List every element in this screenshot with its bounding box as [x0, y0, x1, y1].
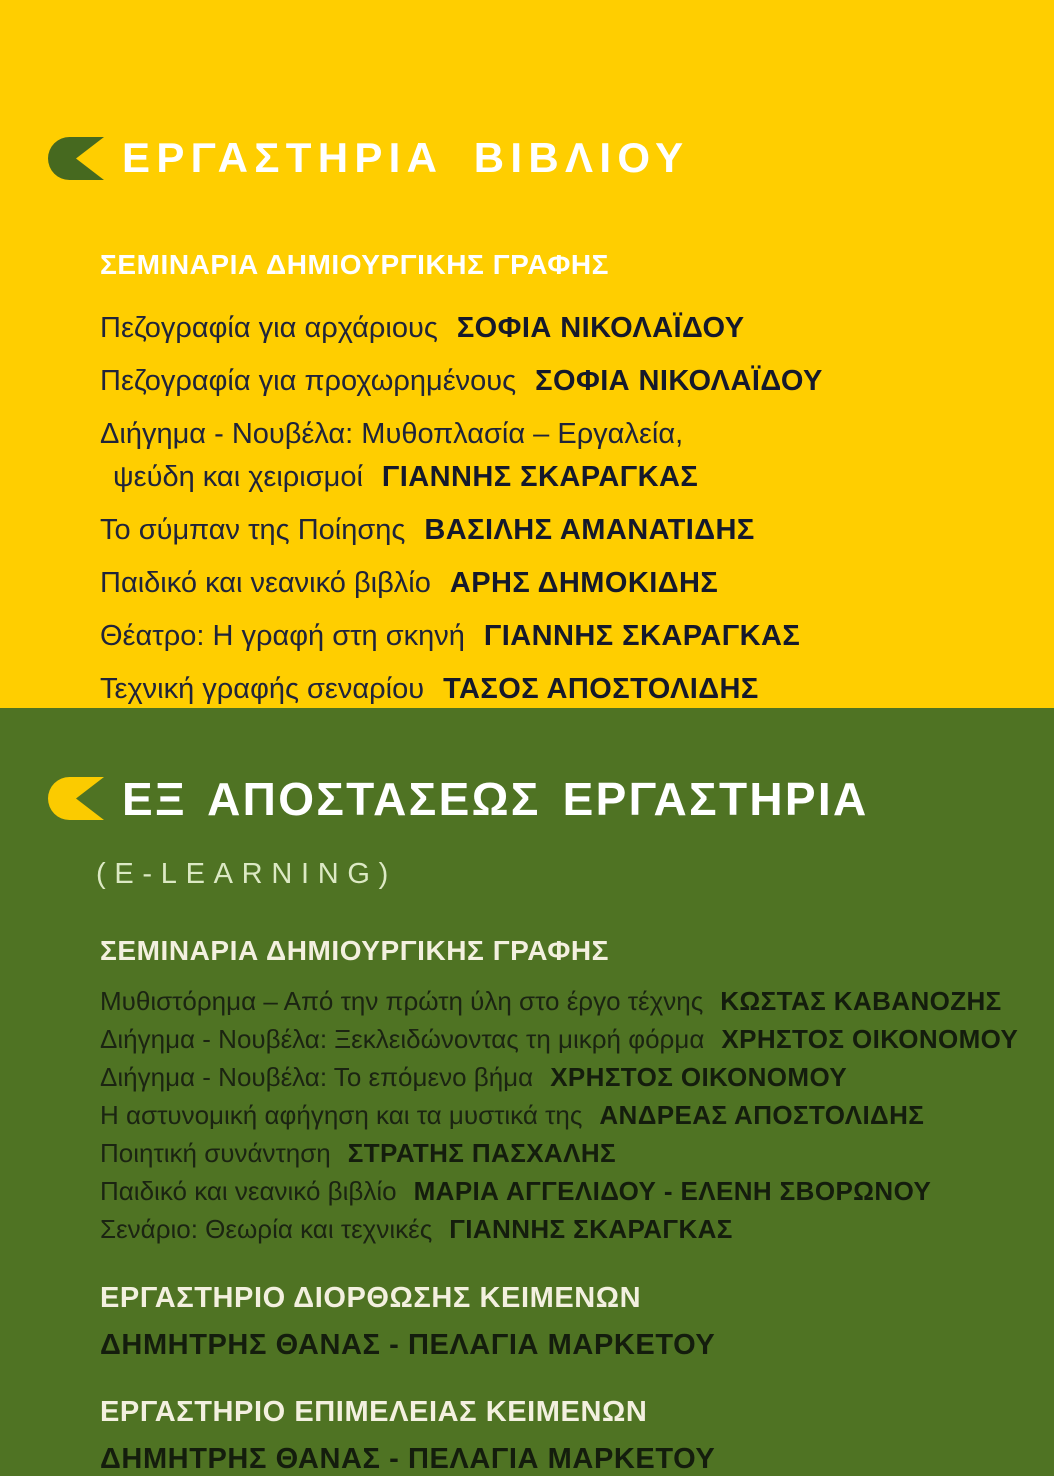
workshop-item	[100, 1210, 1024, 1248]
instructor-name: ΓΙΑΝΝΗΣ ΣΚΑΡΑΓΚΑΣ	[449, 1213, 733, 1244]
workshop-label: Διήγημα - Νουβέλα: Ξεκλειδώνοντας τη μικρή φόρμα	[100, 1023, 705, 1054]
workshop-label: Παιδικό και νεανικό βιβλίο	[100, 1175, 397, 1206]
workshop-item	[100, 982, 1024, 1020]
workshop-item	[100, 366, 1014, 397]
workshop-label: Τεχνική γραφής σεναρίου	[100, 673, 425, 706]
creative-writing-seminars-subheading: ΣΕΜΙΝΑΡΙΑ ΔΗΜΙΟΥΡΓΙΚΗΣ ΓΡΑΦΗΣ	[100, 934, 610, 966]
workshop-item	[100, 1020, 1024, 1058]
workshop-label: Πεζογραφία για προχωρημένους	[100, 365, 517, 398]
workshop-label-line2: ψεύδη και χειρισμοί	[113, 461, 363, 494]
workshop-label: Η αστυνομική αφήγηση και τα μυστικά της	[100, 1099, 583, 1130]
workshop-item	[100, 568, 1014, 599]
workshop-label: Σενάριο: Θεωρία και τεχνικές	[100, 1213, 433, 1244]
proofreading-instructor-names: ΔΗΜΗΤΡΗΣ ΘΑΝΑΣ - ΠΕΛΑΓΙΑ ΜΑΡΚΕΤΟΥ	[100, 1328, 716, 1361]
elearning-title-row	[48, 744, 1024, 854]
elearning-workshops-section	[0, 708, 1054, 1475]
editing-workshop-block	[100, 1396, 1024, 1476]
workshop-label: Ποιητική συνάντηση	[100, 1137, 331, 1168]
instructor-name: ΜΑΡΙΑ ΑΓΓΕΛΙΔΟΥ - ΕΛΕΝΗ ΣΒΟΡΩΝΟΥ	[413, 1175, 932, 1206]
instructor-name: ΤΑΣΟΣ ΑΠΟΣΤΟΛΙΔΗΣ	[443, 673, 759, 706]
workshop-item	[100, 419, 1014, 493]
instructor-name: ΧΡΗΣΤΟΣ ΟΙΚΟΝΟΜΟΥ	[721, 1023, 1019, 1054]
elearning-workshops-list	[100, 982, 1024, 1248]
instructor-name: ΚΩΣΤΑΣ ΚΑΒΑΝΟΖΗΣ	[720, 985, 1002, 1016]
workshop-label: Το σύμπαν της Ποίησης	[100, 514, 406, 547]
book-workshops-section	[0, 0, 1054, 708]
proofreading-workshop-block	[100, 1282, 1024, 1362]
workshop-label: Πεζογραφία για αρχάριους	[100, 312, 438, 345]
workshop-item	[100, 313, 1014, 344]
proofreading-workshop-heading: ΕΡΓΑΣΤΗΡΙΟ ΔΙΟΡΘΩΣΗΣ ΚΕΙΜΕΝΩΝ	[100, 1281, 642, 1314]
workshop-item	[100, 1058, 1024, 1096]
guillemet-bookmark-icon	[48, 777, 106, 820]
workshop-item	[100, 621, 1014, 652]
workshop-label: Διήγημα - Νουβέλα: Μυθοπλασία – Εργαλεία,	[100, 418, 684, 451]
workshop-item	[100, 515, 1014, 546]
guillemet-bookmark-icon	[48, 137, 106, 180]
instructor-name: ΓΙΑΝΝΗΣ ΣΚΑΡΑΓΚΑΣ	[483, 620, 801, 653]
elearning-title: ΕΞ ΑΠΟΣΤΑΣΕΩΣ ΕΡΓΑΣΤΗΡΙΑ	[122, 772, 869, 825]
instructor-name: ΓΙΑΝΝΗΣ ΣΚΑΡΑΓΚΑΣ	[381, 461, 699, 494]
instructor-name: ΑΝΔΡΕΑΣ ΑΠΟΣΤΟΛΙΔΗΣ	[599, 1099, 925, 1130]
creative-writing-seminars-subheading: ΣΕΜΙΝΑΡΙΑ ΔΗΜΙΟΥΡΓΙΚΗΣ ΓΡΑΦΗΣ	[100, 249, 610, 281]
workshop-item	[100, 1134, 1024, 1172]
instructor-name: ΣΟΦΙΑ ΝΙΚΟΛΑΪΔΟΥ	[456, 312, 745, 345]
instructor-name: ΑΡΗΣ ΔΗΜΟΚΙΔΗΣ	[449, 567, 719, 600]
workshop-label: Παιδικό και νεανικό βιβλίο	[100, 567, 431, 600]
workshop-label: Μυθιστόρημα – Από την πρώτη ύλη στο έργο τέχνης	[100, 985, 704, 1016]
instructor-name: ΧΡΗΣΤΟΣ ΟΙΚΟΝΟΜΟΥ	[550, 1061, 848, 1092]
instructor-name: ΒΑΣΙΛΗΣ ΑΜΑΝΑΤΙΔΗΣ	[424, 514, 755, 547]
workshop-item	[100, 674, 1014, 705]
elearning-subtitle: (E-LEARNING)	[96, 857, 397, 890]
workshop-item	[100, 1172, 1024, 1210]
editing-workshop-heading: ΕΡΓΑΣΤΗΡΙΟ ΕΠΙΜΕΛΕΙΑΣ ΚΕΙΜΕΝΩΝ	[100, 1395, 648, 1428]
book-workshops-title-row	[48, 106, 1014, 210]
book-workshops-list	[100, 313, 1014, 705]
instructor-name: ΣΟΦΙΑ ΝΙΚΟΛΑΪΔΟΥ	[535, 365, 823, 398]
workshop-label: Διήγημα - Νουβέλα: Το επόμενο βήμα	[100, 1061, 534, 1092]
book-workshops-title: ΕΡΓΑΣΤΗΡΙΑ ΒΙΒΛΙΟΥ	[122, 134, 690, 182]
instructor-name: ΣΤΡΑΤΗΣ ΠΑΣΧΑΛΗΣ	[347, 1137, 616, 1168]
workshop-item	[100, 1096, 1024, 1134]
workshop-label: Θέατρο: Η γραφή στη σκηνή	[100, 620, 465, 653]
editing-instructor-names: ΔΗΜΗΤΡΗΣ ΘΑΝΑΣ - ΠΕΛΑΓΙΑ ΜΑΡΚΕΤΟΥ	[100, 1442, 716, 1475]
